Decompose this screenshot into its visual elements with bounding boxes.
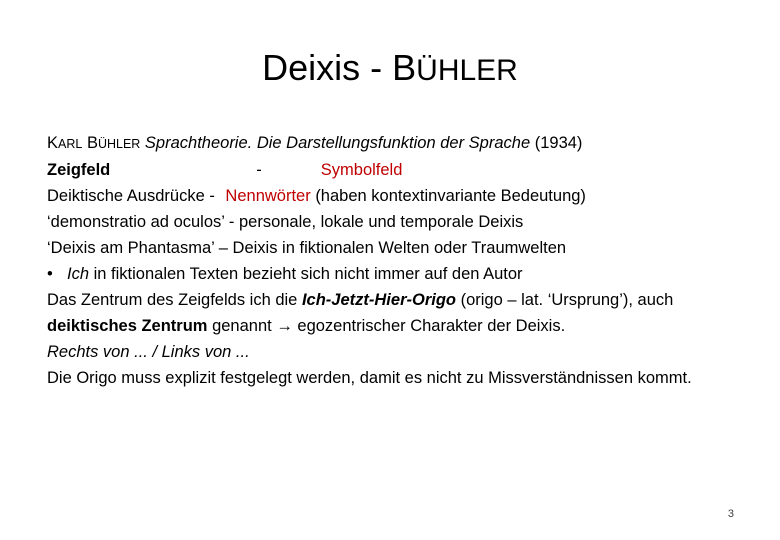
author-last-rest: ÜHLER — [97, 137, 141, 151]
page-number: 3 — [727, 508, 734, 520]
arrow-icon: → — [276, 317, 293, 335]
origo-festgelegt-text: Die Origo muss explizit festgelegt werden, damit es nicht zu Missverständnissen kommt. — [47, 369, 692, 387]
ich-term: Ich — [67, 265, 90, 283]
origo-genannt: genannt — [212, 317, 272, 335]
line-origo — [47, 287, 737, 339]
line-ich-bullet — [47, 261, 737, 287]
title-main: Deixis - B — [262, 47, 417, 88]
line-author — [47, 130, 737, 157]
nennwoerter-explanation: (haben kontextinvariante Bedeutung) — [315, 187, 586, 205]
nennwoerter-term: Nennwörter — [225, 187, 311, 205]
work-year: (1934) — [534, 134, 583, 152]
title-smallcaps: ÜHLER — [416, 54, 518, 87]
deiktische-ausdruecke: Deiktische Ausdrücke - — [47, 187, 215, 205]
line-origo-festgelegt — [47, 365, 737, 391]
slide-title — [0, 44, 780, 95]
zeigfeld-dash: - — [256, 161, 262, 179]
ich-explanation: in fiktionalen Texten bezieht sich nicht immer auf den Autor — [93, 265, 523, 283]
demonstratio-text: ‘demonstratio ad oculos’ - personale, lokale und temporale Deixis — [47, 213, 524, 231]
origo-etymology: (origo – lat. ‘Ursprung’), auch — [460, 291, 674, 309]
work-title: Sprachtheorie. Die Darstellungsfunktion der Sprache — [144, 134, 531, 152]
slide-body — [47, 130, 737, 391]
deiktisches-zentrum-term: deiktisches Zentrum — [47, 317, 208, 335]
line-ausdruecke — [47, 183, 737, 209]
origo-intro: Das Zentrum des Zeigfelds ich die — [47, 291, 298, 309]
zeigfeld-term: Zeigfeld — [47, 161, 111, 179]
symbolfeld-term: Symbolfeld — [320, 161, 403, 179]
origo-conclusion: egozentrischer Charakter der Deixis. — [297, 317, 566, 335]
bullet-icon: • — [47, 265, 53, 283]
author-first-initial: K — [47, 134, 59, 152]
phantasma-text: ‘Deixis am Phantasma’ – Deixis in fiktionalen Welten oder Traumwelten — [47, 239, 567, 257]
rechts-links-text: Rechts von ... / Links von ... — [47, 343, 250, 361]
line-demonstratio — [47, 209, 737, 235]
line-rechts-links — [47, 339, 737, 365]
line-zeigfeld — [47, 157, 737, 183]
origo-term: Ich-Jetzt-Hier-Origo — [301, 291, 456, 309]
author-last-initial: B — [86, 134, 98, 152]
line-phantasma — [47, 235, 737, 261]
author-first-rest: ARL — [58, 137, 83, 151]
